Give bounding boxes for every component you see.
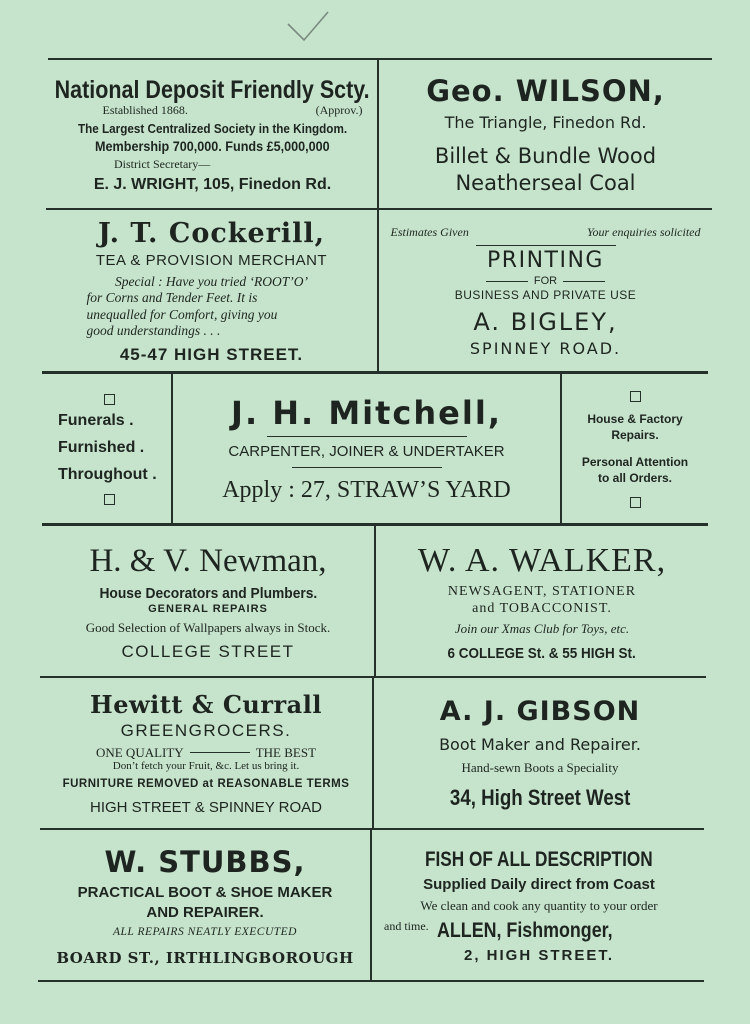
repairs-text: ALL REPAIRS NEATLY EXECUTED [113,925,297,938]
ad-title: A. J. GIBSON [439,696,641,728]
rule-top [48,58,712,60]
time-text: and time. [384,918,429,933]
square-ornament-icon [104,394,115,405]
ad-mitchell-repairs [562,376,708,523]
rule-row5 [40,828,704,830]
ad-gibson [374,680,706,828]
furniture-text: FURNITURE REMOVED at REASONABLE TERMS [62,777,350,790]
for-text: FOR [533,274,558,287]
checkmark-icon [286,10,330,44]
newman-address: COLLEGE STREET [121,641,295,661]
ad-geo-wilson [379,62,712,208]
ad-title: H. & V. Newman, [89,542,327,579]
furnished-text: Furnished . [58,438,145,456]
allen-address: 2, HIGH STREET. [463,946,615,964]
membership-text: Membership 700,000. Funds £5,000,000 [95,138,330,155]
all-orders-text: to all Orders. [597,470,673,485]
ad-title: W. STUBBS, [104,844,306,879]
ad-mitchell [173,376,560,523]
wilson-coal: Neatherseal Coal [455,170,636,195]
newman-trade: House Decorators and Plumbers. [99,585,317,603]
wilson-wood: Billet & Bundle Wood [434,143,657,168]
clean-text: We clean and cook any quantity to your order [420,898,658,914]
quality-row [96,745,316,761]
ad-cockerill [46,212,377,371]
ad-title: Geo. WILSON, [426,73,665,108]
square-ornament-icon [630,391,641,402]
district-text: District Secretary— [114,157,211,172]
xmas-club-text: Join our Xmas Club for Toys, etc. [454,621,630,637]
personal-attention-text: Personal Attention [581,454,689,469]
square-ornament-icon [630,497,641,508]
enquiries-text: Your enquiries solicited [586,224,701,239]
estimates-text: Estimates Given [390,224,469,239]
bigley-address: SPINNEY ROAD. [469,338,622,358]
ad-title: Hewitt & Currall [90,689,322,719]
printing-rule-top [476,245,616,246]
speciality-text: Hand-sewn Boots a Speciality [461,759,619,775]
ad-newman [42,528,374,676]
rule-row2 [42,371,708,374]
ad-mitchell-funerals [42,376,171,523]
ad-title: FISH OF ALL DESCRIPTION [425,848,653,872]
hewitt-address: HIGH STREET & SPINNEY ROAD [90,799,322,817]
ad-walker [376,528,708,676]
bigley-name: A. BIGLEY, [473,308,618,337]
mitchell-trade: CARPENTER, JOINER & UNDERTAKER [228,443,505,461]
stubbs-trade-1: PRACTICAL BOOT & SHOE MAKER [77,883,333,901]
supplied-text: Supplied Daily direct from Coast [423,876,655,894]
general-repairs: GENERAL REPAIRS [148,603,268,616]
walker-address: 6 COLLEGE St. & 55 HIGH St. [447,644,637,662]
rule-row1 [46,208,712,210]
cockerill-trade: TEA & PROVISION MERCHANT [95,252,328,270]
wilson-address: The Triangle, Finedon Rd. [444,112,647,132]
special-text-4: good understandings . . . [86,322,221,338]
greengrocers-text: GREENGROCERS. [120,721,292,741]
special-text-3: unequalled for Comfort, giving you [86,306,278,322]
stubbs-trade-2: AND REPAIRER. [146,903,264,921]
mitchell-rule-bottom [292,467,442,468]
throughout-text: Throughout . [58,466,157,484]
repairs-text: Repairs. [611,428,659,443]
ad-title: J. T. Cockerill, [97,217,326,249]
printing-text: PRINTING [487,248,604,274]
wright-text: E. J. WRIGHT, 105, Finedon Rd. [93,176,332,194]
special-text-1: Special : Have you tried ‘ROOT’O’ [114,274,309,290]
cockerill-address: 45-47 HIGH STREET. [119,344,304,364]
ad-title: National Deposit Friendly Scty. [54,76,371,105]
established-text: Established 1868. [102,103,188,118]
allen-name: ALLEN, Fishmonger, [436,918,613,942]
ad-stubbs [40,832,370,980]
ad-title: J. H. Mitchell, [231,393,502,432]
special-text-2: for Corns and Tender Feet. It is [86,290,258,306]
square-ornament-icon [104,494,115,505]
ad-allen-fishmonger [372,832,706,980]
fetch-text: Don’t fetch your Fruit, &c. Let us bring it. [112,760,300,773]
mitchell-apply: Apply : 27, STRAW’S YARD [222,477,511,504]
rule-bottom [38,980,704,982]
approv-text: (Approv.) [315,103,363,118]
the-best-text: THE BEST [255,744,317,760]
business-text: BUSINESS AND PRIVATE USE [454,287,637,302]
stubbs-address: BOARD ST., IRTHLINGBOROUGH [56,949,354,968]
walker-trade-1: NEWSAGENT, STATIONER [447,583,637,599]
ad-hewitt-currall [40,680,372,828]
funerals-text: Funerals . [58,411,134,429]
gibson-address: 34, High Street West [449,785,631,811]
gibson-trade: Boot Maker and Repairer. [439,734,641,754]
for-row [486,275,605,288]
largest-text: The Largest Centralized Society in the Kingdom. [77,120,348,136]
walker-trade-2: and TOBACCONIST. [472,600,612,616]
ad-national-deposit [48,62,377,208]
mitchell-rule-top [267,436,467,437]
ad-bigley [379,212,712,371]
one-quality-text: ONE QUALITY [95,744,184,760]
ad-title: W. A. WALKER, [417,542,667,579]
wallpaper-text: Good Selection of Wallpapers always in Stock. [85,620,331,636]
house-factory-text: House & Factory [587,411,683,426]
